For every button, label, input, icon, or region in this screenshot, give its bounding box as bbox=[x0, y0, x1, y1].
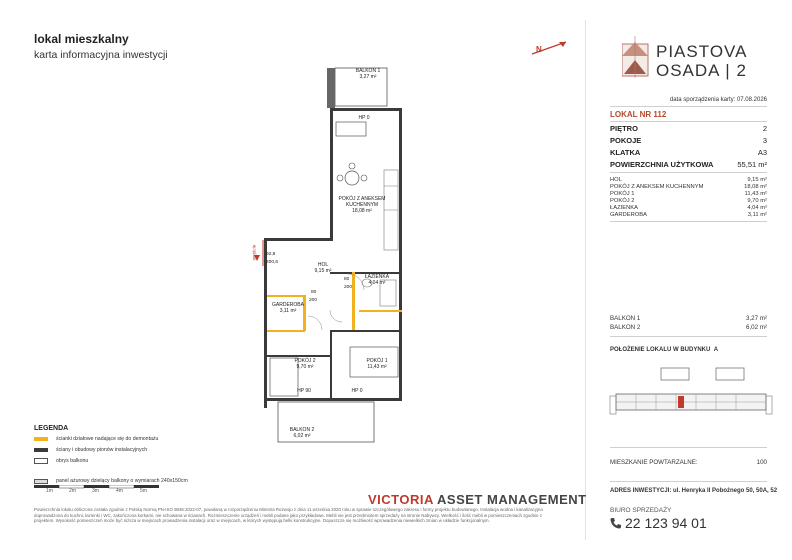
room-2-label: POKÓJ 2 9,70 m² bbox=[294, 358, 316, 371]
legend-item-panel: panel ażurowy dzielący balkony o wymiarach 240x150cm bbox=[34, 478, 188, 484]
door-dimension: 80 bbox=[344, 277, 350, 282]
divider-line bbox=[610, 121, 767, 122]
document-title: lokal mieszkalny bbox=[34, 32, 129, 46]
card-date: data sporządzenia karty: 07.08.2026 bbox=[669, 97, 767, 103]
balcony-1-label: BALKON 1 3,27 m² bbox=[355, 68, 381, 81]
building-position-title: POŁOŻENIE LOKALU W BUDYNKU A bbox=[610, 347, 719, 353]
door-dimension: 200 bbox=[309, 298, 318, 303]
lokal-number: LOKAL NR 112 bbox=[610, 110, 667, 119]
hp90-label: HP 90 bbox=[297, 388, 311, 394]
logo-emblem-icon bbox=[622, 36, 650, 78]
room-row: ŁAZIENKA 4,04 m² bbox=[610, 205, 767, 211]
logo-line-2: OSADA | 2 bbox=[656, 61, 747, 80]
divider-line bbox=[610, 336, 767, 337]
scale-label: 1m bbox=[46, 488, 53, 494]
room-row: HOL 9,15 m² bbox=[610, 177, 767, 183]
apartment-marker bbox=[678, 396, 684, 408]
room-row: POKÓJ 1 11,43 m² bbox=[610, 191, 767, 197]
door-dimension: 92,8 bbox=[266, 252, 276, 257]
hall-label: HOL 9,15 m² bbox=[314, 262, 332, 275]
legend-item-demountable: ścianki działowe nadające się do demontażu bbox=[34, 436, 158, 442]
legal-footnote: Powierzchnia lokalu obliczona została zgodnie z Polską Normą PN-ISO 9836:2022-07, powołaną w rozporządzeniu Ministra Rozwoju z dnia 11 września 2020 roku w sprawie szczegółowego zakresu i formy projektu budowlanego. Instalacja wodna i kanalizacyjna doprowadzona do kuchni, łazienki i WC, zakończona korkami, nie schowana w ścianach. Rozmieszczenie urządzeń i mebli podane jako przykładowe. Mebli nie jest przedmiotem sprzedaży na stronie Nabywcy. Wielkość i ilość mebli w pomieszczeniach zgodnie z projektem. Wysokość pomieszczeń może być niższa w miejscach prowadzenia instalacji oraz w miejscach, w których występują belki konstrukcyjne. Dopuszcza się możliwość wprowadzenia niewielkich zmian w układzie funkcjonalnym. bbox=[34, 507, 543, 524]
balcony-row: BALKON 2 6,02 m² bbox=[610, 324, 767, 331]
hp0-mid-label: HP 0 bbox=[351, 388, 363, 394]
legend-item-balcony-outline: obrys balkonu bbox=[34, 458, 88, 464]
logo-wordmark bbox=[656, 42, 747, 80]
developer-brand: VICTORIA ASSET MANAGEMENT bbox=[368, 492, 587, 507]
balcony-2-label: BALKON 2 6,02 m² bbox=[289, 427, 315, 440]
logo-line-1: PIASTOVA bbox=[656, 42, 748, 61]
info-row-area: POWIERZCHNIA UŻYTKOWA 55,51 m² bbox=[610, 160, 767, 169]
wardrobe-label: GARDEROBA 3,11 m² bbox=[272, 302, 304, 315]
scale-label: 2m bbox=[69, 488, 76, 494]
room-row: POKÓJ Z ANEKSEM KUCHENNYM 18,08 m² bbox=[610, 184, 767, 190]
bathroom-label: ŁAZIENKA 4,04 m² bbox=[364, 274, 390, 287]
phone-number[interactable]: 22 123 94 01 bbox=[610, 515, 707, 531]
balcony-row: BALKON 1 3,27 m² bbox=[610, 315, 767, 322]
door-dimension: 200,6 bbox=[266, 260, 279, 265]
divider-line bbox=[610, 106, 767, 107]
hp0-top-label: HP 0 bbox=[358, 115, 370, 121]
legend-title: LEGENDA bbox=[34, 425, 69, 432]
svg-text:N: N bbox=[536, 45, 542, 54]
info-row-rooms: POKOJE 3 bbox=[610, 136, 767, 145]
living-kitchen-label: POKÓJ Z ANEKSEM KUCHENNYM 18,08 m² bbox=[338, 196, 386, 215]
scale-label: 5m bbox=[140, 488, 147, 494]
scale-label: 3m bbox=[92, 488, 99, 494]
legend-item-walls: ściany i obudowy pionów instalacyjnych bbox=[34, 447, 147, 453]
divider-line bbox=[610, 172, 767, 173]
room-row: POKÓJ 2 9,70 m² bbox=[610, 198, 767, 204]
phone-icon bbox=[610, 517, 621, 529]
repeat-row: MIESZKANIE POWTARZALNE: 100 bbox=[610, 459, 767, 466]
vertical-divider bbox=[585, 20, 586, 540]
scale-label: 4m bbox=[116, 488, 123, 494]
sales-office-label: BIURO SPRZEDAŻY bbox=[610, 507, 672, 514]
document-subtitle: karta informacyjna inwestycji bbox=[34, 49, 168, 61]
balcony-panel bbox=[327, 68, 335, 108]
divider-line bbox=[610, 221, 767, 222]
door-dimension: 200 bbox=[344, 285, 353, 290]
entry-label: wejście bbox=[252, 244, 258, 261]
info-row-staircase: KLATKA A3 bbox=[610, 148, 767, 157]
info-row-floor: PIĘTRO 2 bbox=[610, 124, 767, 133]
north-arrow-icon bbox=[528, 36, 572, 60]
room-row: GARDEROBA 3,11 m² bbox=[610, 212, 767, 218]
door-dimension: 80 bbox=[311, 290, 317, 295]
building-location-map bbox=[606, 360, 774, 430]
room-1-label: POKÓJ 1 11,43 m² bbox=[366, 358, 388, 371]
divider-line bbox=[610, 481, 767, 482]
divider-line bbox=[610, 447, 767, 448]
investment-address: ADRES INWESTYCJI: ul. Henryka II Pobożnego 50, 50A, 52 bbox=[610, 488, 778, 494]
floor-plan bbox=[230, 60, 420, 445]
